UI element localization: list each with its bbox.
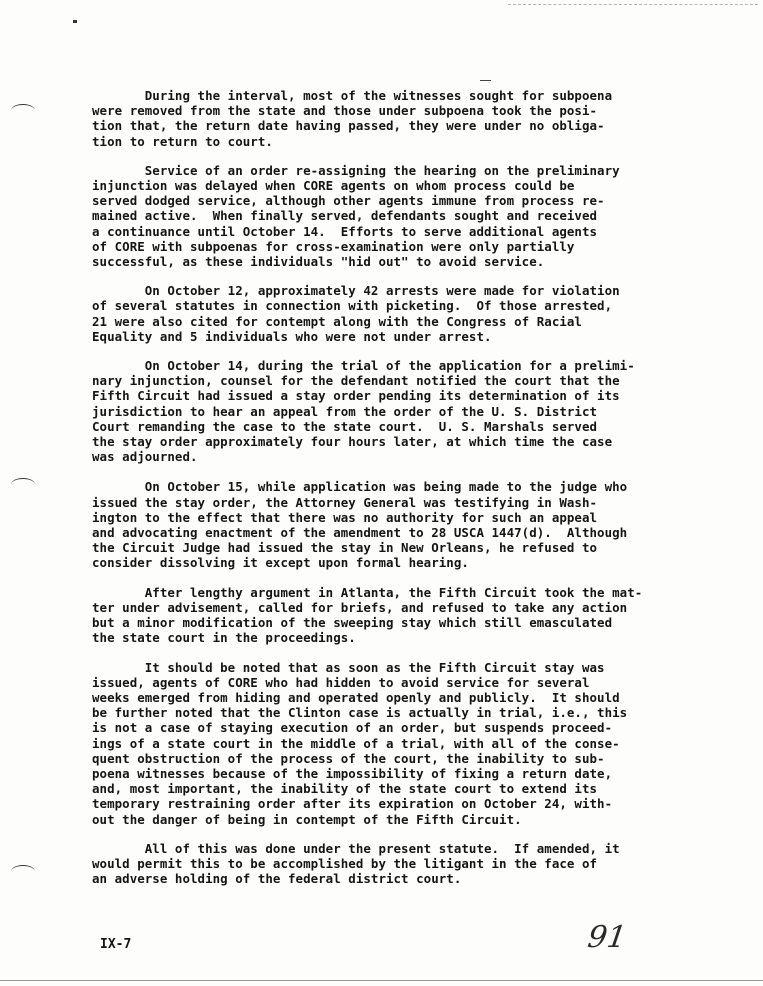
paragraph-service-order: Service of an order re-assigning the hearing on the preliminary injunction was delayed when CORE agents on whom process could be served dodged service, although other agents immune from process re- mained active. When finally served, defendants sought and received a continuance until October 14. Efforts to serve additional agents of CORE with subpoenas for cross-examination were only partially successful, as these individuals "hid out" to avoid service. xyxy=(92,162,620,270)
paragraph-october-12: On October 12, approximately 42 arrests were made for violation of several statutes in connection with picketing. Of those arrested, 21 were also cited for contempt along with the Congress of Racial Equality and 5 individuals who were not under arrest. xyxy=(92,283,620,344)
punch-hole-mark-bottom xyxy=(11,865,35,878)
scan-tick-mark xyxy=(480,80,491,81)
page-code: IX-7 xyxy=(100,937,132,952)
handwritten-page-number: 91 xyxy=(585,920,629,955)
document-body xyxy=(92,88,742,886)
paragraph-stay-effects: It should be noted that as soon as the Fifth Circuit stay was issued, agents of CORE who had hidden to avoid service for several weeks emerged from hiding and operated openly and publicly. It should be further noted that the Clinton case is actually in trial, i.e., this is not a case of staying execution of an order, but suspends proceed- ings of a state court in the middle of a trial, with all of the conse- quent obstruction of the process of the court, the inability to sub- poena witnesses because of the impossibility of fixing a return date, and, most important, the inability of the state court to extend its temporary restraining order after its expiration on October 24, with- out the danger of being in contempt of the Fifth Circuit. xyxy=(92,659,628,827)
punch-hole-mark-middle xyxy=(11,478,35,491)
paragraph-atlanta-argument: After lengthy argument in Atlanta, the Fifth Circuit took the mat- ter under advisement, called for briefs, and refused to take any action but a minor modification of the sweeping stay which still emasculated the state court in the proceedings. xyxy=(92,584,643,646)
paragraph-present-statute: All of this was done under the present statute. If amended, it would permit this to be accomplished by the litigant in the face of an adverse holding of the federal district court. xyxy=(92,840,620,887)
paragraph-interval: During the interval, most of the witnesses sought for subpoena were removed from the state and those under subpoena took the posi- tion that, the return date having passed, they were under no obliga- tion to return to court. xyxy=(92,88,613,149)
top-edge-mark xyxy=(508,4,758,5)
bottom-edge-line xyxy=(0,980,763,981)
punch-hole-mark-top xyxy=(11,104,35,117)
paragraph-october-15: On October 15, while application was being made to the judge who issued the stay order, the Attorney General was testifying in Wash- ington to the effect that there was no authority for such an appeal and advocating enactment of the amendment to 28 USCA 1447(d). Although the Circuit Judge had issued the stay in New Orleans, he refused to consider dissolving it except upon formal hearing. xyxy=(92,479,628,571)
paragraph-october-14: On October 14, during the trial of the application for a prelimi- nary injunction, counsel for the defendant notified the court that the Fifth Circuit had issued a stay order pending its determination of its jurisdiction to hear an appeal from the order of the U. S. District Court remanding the case to the state court. U. S. Marshals served the stay order approximately four hours later, at which time the case was adjourned. xyxy=(92,358,635,465)
scan-speck xyxy=(73,20,77,23)
